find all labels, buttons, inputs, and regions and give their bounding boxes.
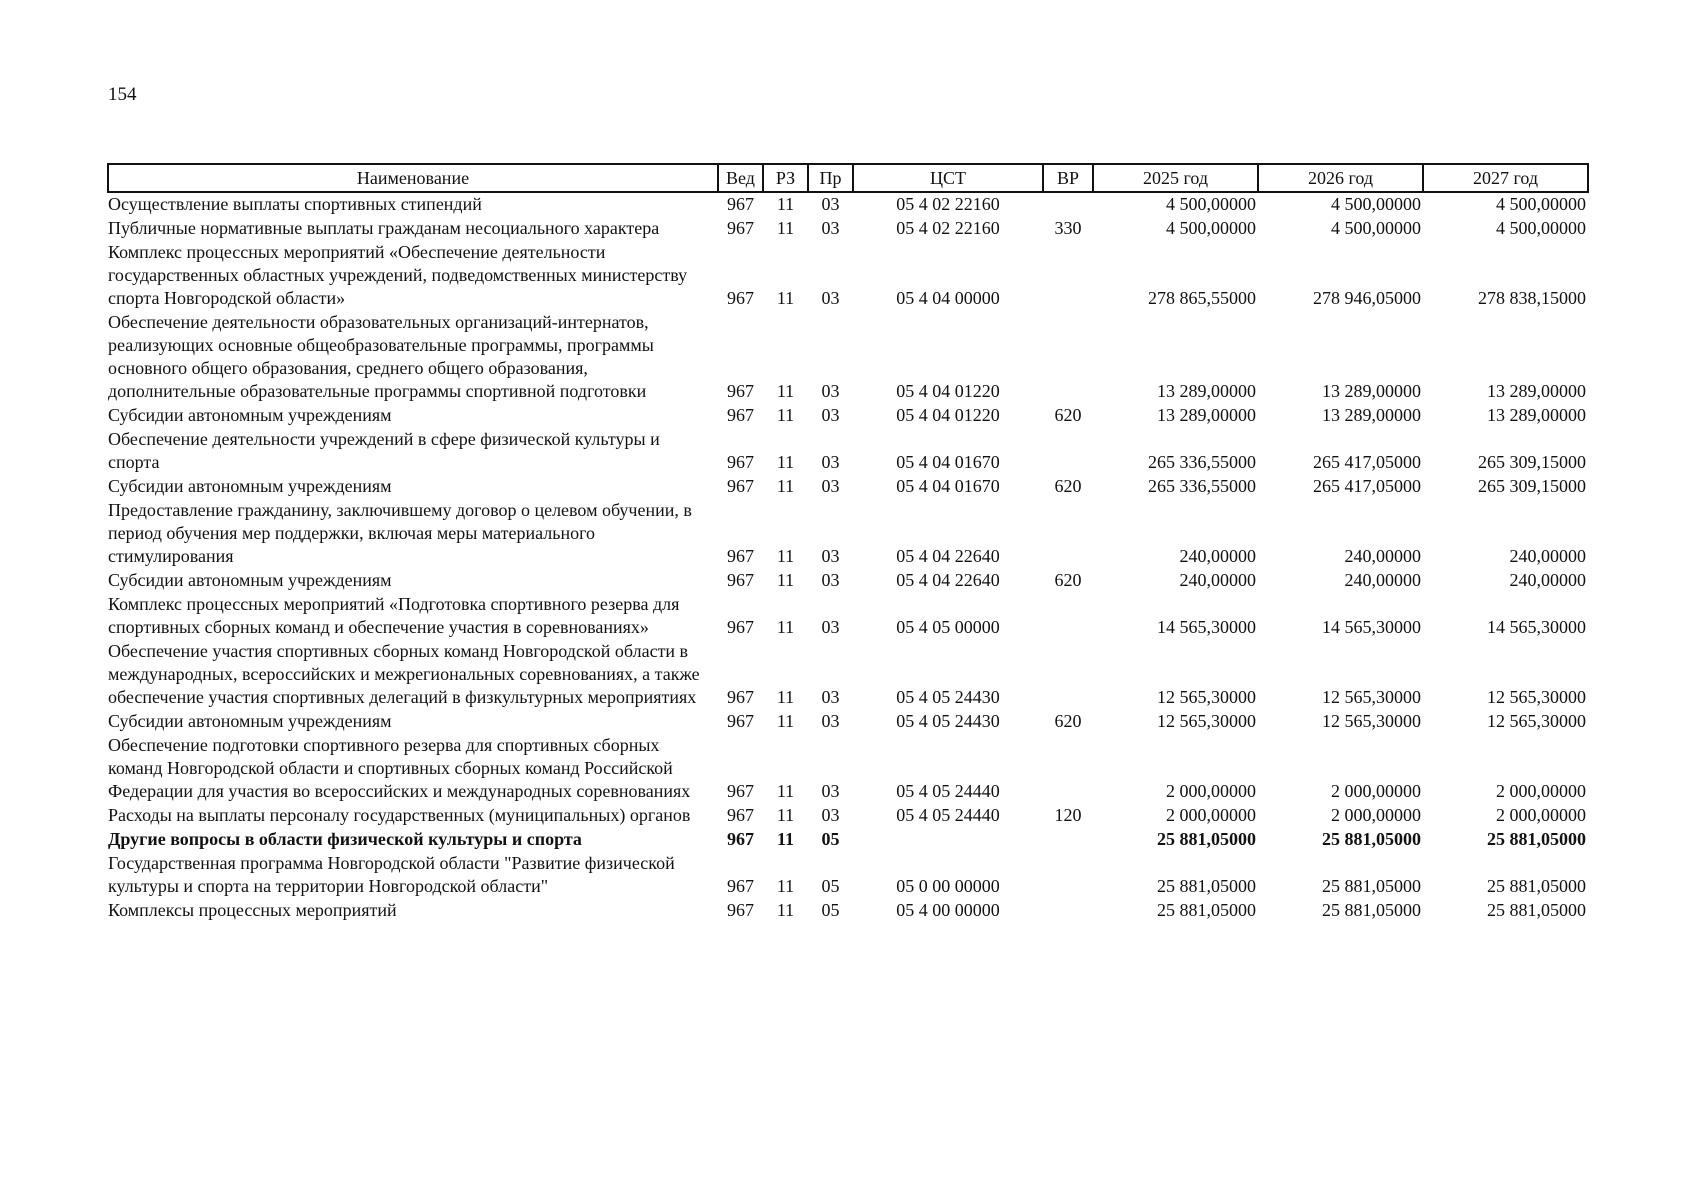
cell-pr: 03: [821, 476, 840, 496]
cell-2027: 265 309,15000: [1478, 476, 1586, 496]
cell-pr: 03: [821, 687, 840, 707]
cell-2027: 25 881,05000: [1487, 829, 1586, 849]
cell-ved: 967: [727, 194, 754, 214]
cell-rz: 11: [776, 687, 795, 707]
cell-2027: 278 838,15000: [1478, 288, 1586, 308]
cell-rz: 11: [776, 829, 794, 849]
cell-2025: 13 289,00000: [1157, 405, 1256, 425]
cell-2025: 13 289,00000: [1157, 381, 1256, 401]
cell-ved: 967: [727, 476, 754, 496]
header-2026: 2026 год: [1258, 164, 1423, 192]
table-row: [108, 593, 1588, 640]
cell-cst: 05 4 05 24430: [896, 711, 1000, 731]
cell-name: Комплекс процессных мероприятий «Подготовка спортивного резерва для спортивных сборных команд и обеспечение участия в соревнованиях»: [108, 594, 680, 637]
table-row: [108, 852, 1588, 899]
header-cst: ЦСТ: [853, 164, 1043, 192]
cell-2026: 25 881,05000: [1322, 876, 1421, 896]
cell-name: Публичные нормативные выплаты гражданам несоциального характера: [108, 218, 660, 238]
table-body: [108, 192, 1588, 923]
cell-2025: 25 881,05000: [1157, 829, 1256, 849]
cell-pr: 03: [821, 194, 840, 214]
cell-vr: 620: [1054, 711, 1082, 731]
cell-cst: 05 4 05 24440: [896, 805, 1000, 825]
cell-name: Комплекс процессных мероприятий «Обеспечение деятельности государственных областных учреждений, подведомственных министерству спорта Новгородской области»: [108, 242, 688, 308]
cell-rz: 11: [776, 546, 795, 566]
cell-cst: 05 4 05 00000: [896, 617, 1000, 637]
cell-pr: 03: [821, 617, 840, 637]
cell-2026: 13 289,00000: [1322, 405, 1421, 425]
header-name: Наименование: [108, 164, 718, 192]
header-ved: Вед: [718, 164, 763, 192]
cell-ved: 967: [727, 781, 754, 801]
cell-name: Комплексы процессных мероприятий: [108, 900, 397, 920]
cell-cst: 05 4 04 00000: [896, 288, 1000, 308]
table-row: [108, 404, 1588, 428]
cell-vr: [1043, 192, 1093, 217]
cell-pr: 03: [821, 781, 840, 801]
table-row: [108, 804, 1588, 828]
cell-vr: [1043, 640, 1093, 710]
cell-2026: 2 000,00000: [1331, 805, 1421, 825]
cell-2026: 14 565,30000: [1322, 617, 1421, 637]
cell-2026: 13 289,00000: [1322, 381, 1421, 401]
cell-2027: 265 309,15000: [1478, 452, 1586, 472]
cell-2027: 2 000,00000: [1496, 781, 1586, 801]
cell-name: Обеспечение деятельности образовательных организаций-интернатов, реализующих основные общеобразовательные программы, программы основного общего образования, среднего общего образования, дополнительные образовательные программы спортивной подготовки: [108, 312, 654, 401]
header-2027: 2027 год: [1423, 164, 1588, 192]
cell-2025: 265 336,55000: [1148, 452, 1256, 472]
cell-2026: 12 565,30000: [1322, 687, 1421, 707]
cell-cst: 05 4 04 01220: [896, 381, 1000, 401]
table-row: [108, 241, 1588, 311]
cell-rz: 11: [776, 617, 795, 637]
cell-cst: 05 4 04 01220: [896, 405, 1000, 425]
cell-2025: 240,00000: [1179, 570, 1256, 590]
cell-2027: 13 289,00000: [1487, 381, 1586, 401]
cell-ved: 967: [727, 829, 754, 849]
cell-pr: 05: [821, 876, 840, 896]
cell-2026: 2 000,00000: [1331, 781, 1421, 801]
cell-ved: 967: [727, 900, 754, 920]
header-pr: Пр: [808, 164, 853, 192]
cell-ved: 967: [727, 288, 754, 308]
cell-ved: 967: [727, 617, 754, 637]
cell-2027: 4 500,00000: [1496, 218, 1586, 238]
cell-pr: 03: [821, 218, 840, 238]
table-row: [108, 569, 1588, 593]
cell-name: Субсидии автономным учреждениям: [108, 476, 392, 496]
cell-name: Обеспечение подготовки спортивного резерва для спортивных сборных команд Новгородской области и спортивных сборных команд Российской Федерации для участия во всероссийских и международных соревнованиях: [108, 735, 691, 801]
cell-cst: 05 0 00 00000: [896, 876, 1000, 896]
cell-rz: 11: [776, 711, 795, 731]
cell-2026: 25 881,05000: [1322, 829, 1421, 849]
cell-2026: 12 565,30000: [1322, 711, 1421, 731]
cell-2027: 240,00000: [1509, 546, 1586, 566]
cell-rz: 11: [776, 781, 795, 801]
cell-rz: 11: [776, 805, 795, 825]
cell-cst: 05 4 05 24440: [896, 781, 1000, 801]
cell-pr: 03: [821, 452, 840, 472]
cell-2026: 240,00000: [1344, 570, 1421, 590]
table-row: [108, 499, 1588, 569]
cell-vr: [1043, 499, 1093, 569]
cell-cst: [853, 828, 1043, 852]
cell-vr: [1043, 899, 1093, 923]
cell-cst: 05 4 02 22160: [896, 194, 1000, 214]
cell-2025: 2 000,00000: [1166, 805, 1256, 825]
table-row: [108, 192, 1588, 217]
cell-2025: 12 565,30000: [1157, 687, 1256, 707]
cell-vr: [1043, 828, 1093, 852]
cell-2027: 4 500,00000: [1496, 194, 1586, 214]
cell-cst: 05 4 05 24430: [896, 687, 1000, 707]
cell-cst: 05 4 04 22640: [896, 546, 1000, 566]
cell-2027: 2 000,00000: [1496, 805, 1586, 825]
table-row: [108, 710, 1588, 734]
cell-2025: 4 500,00000: [1166, 194, 1256, 214]
cell-rz: 11: [776, 405, 795, 425]
cell-ved: 967: [727, 381, 754, 401]
cell-rz: 11: [776, 381, 795, 401]
cell-2026: 25 881,05000: [1322, 900, 1421, 920]
cell-2026: 4 500,00000: [1331, 194, 1421, 214]
cell-vr: 620: [1054, 570, 1082, 590]
cell-rz: 11: [776, 476, 795, 496]
cell-2027: 25 881,05000: [1487, 876, 1586, 896]
cell-2025: 14 565,30000: [1157, 617, 1256, 637]
cell-2025: 25 881,05000: [1157, 876, 1256, 896]
cell-name: Другие вопросы в области физической культуры и спорта: [108, 829, 582, 849]
cell-pr: 03: [821, 405, 840, 425]
table-row: [108, 828, 1588, 852]
cell-name: Субсидии автономным учреждениям: [108, 711, 392, 731]
cell-rz: 11: [776, 452, 795, 472]
cell-pr: 03: [821, 546, 840, 566]
cell-pr: 05: [821, 829, 840, 849]
cell-vr: 330: [1054, 218, 1082, 238]
cell-2026: 265 417,05000: [1313, 452, 1421, 472]
table-row: [108, 899, 1588, 923]
cell-2025: 265 336,55000: [1148, 476, 1256, 496]
cell-rz: 11: [776, 570, 795, 590]
cell-2027: 13 289,00000: [1487, 405, 1586, 425]
page-number: 154: [108, 84, 137, 105]
cell-ved: 967: [727, 687, 754, 707]
cell-vr: [1043, 241, 1093, 311]
cell-2025: 4 500,00000: [1166, 218, 1256, 238]
cell-name: Расходы на выплаты персоналу государственных (муниципальных) органов: [108, 805, 691, 825]
cell-pr: 03: [821, 288, 840, 308]
header-2025: 2025 год: [1093, 164, 1258, 192]
cell-vr: 120: [1054, 805, 1082, 825]
cell-pr: 03: [821, 570, 840, 590]
cell-vr: [1043, 593, 1093, 640]
cell-pr: 05: [821, 900, 840, 920]
cell-2025: 2 000,00000: [1166, 781, 1256, 801]
cell-vr: 620: [1054, 405, 1082, 425]
cell-rz: 11: [776, 288, 795, 308]
table-row: [108, 640, 1588, 710]
cell-cst: 05 4 04 01670: [896, 452, 1000, 472]
cell-vr: [1043, 852, 1093, 899]
table-row: [108, 734, 1588, 804]
table-row: [108, 428, 1588, 475]
table-row: [108, 217, 1588, 241]
table-header: [108, 164, 1588, 192]
cell-ved: 967: [727, 805, 754, 825]
cell-2025: 240,00000: [1179, 546, 1256, 566]
cell-vr: 620: [1054, 476, 1082, 496]
cell-pr: 03: [821, 381, 840, 401]
cell-cst: 05 4 00 00000: [896, 900, 1000, 920]
cell-2025: 278 865,55000: [1148, 288, 1256, 308]
cell-2027: 12 565,30000: [1487, 711, 1586, 731]
header-rz: РЗ: [763, 164, 808, 192]
cell-pr: 03: [821, 711, 840, 731]
cell-2027: 12 565,30000: [1487, 687, 1586, 707]
cell-cst: 05 4 02 22160: [896, 218, 1000, 238]
cell-cst: 05 4 04 01670: [896, 476, 1000, 496]
cell-name: Предоставление гражданину, заключившему договор о целевом обучении, в период обучения мер поддержки, включая меры материального стимулирования: [108, 500, 692, 566]
cell-2027: 14 565,30000: [1487, 617, 1586, 637]
header-vr: ВР: [1043, 164, 1093, 192]
cell-2026: 4 500,00000: [1331, 218, 1421, 238]
cell-2026: 278 946,05000: [1313, 288, 1421, 308]
cell-vr: [1043, 428, 1093, 475]
cell-rz: 11: [776, 194, 795, 214]
budget-table: [107, 163, 1589, 923]
cell-pr: 03: [821, 805, 840, 825]
cell-vr: [1043, 734, 1093, 804]
cell-cst: 05 4 04 22640: [896, 570, 1000, 590]
cell-rz: 11: [776, 876, 795, 896]
cell-name: Субсидии автономным учреждениям: [108, 405, 392, 425]
cell-ved: 967: [727, 218, 754, 238]
cell-name: Обеспечение деятельности учреждений в сфере физической культуры и спорта: [108, 429, 660, 472]
cell-2026: 240,00000: [1344, 546, 1421, 566]
cell-rz: 11: [776, 218, 795, 238]
cell-2027: 25 881,05000: [1487, 900, 1586, 920]
cell-name: Обеспечение участия спортивных сборных команд Новгородской области в международных, всероссийских и межрегиональных соревнованиях, а также обеспечение участия спортивных делегаций в физкультурных мероприятиях: [108, 641, 700, 707]
cell-name: Осуществление выплаты спортивных стипендий: [108, 194, 482, 214]
cell-ved: 967: [727, 546, 754, 566]
cell-vr: [1043, 311, 1093, 404]
cell-ved: 967: [727, 876, 754, 896]
cell-ved: 967: [727, 405, 754, 425]
table-row: [108, 311, 1588, 404]
cell-ved: 967: [727, 711, 754, 731]
cell-ved: 967: [727, 570, 754, 590]
cell-2026: 265 417,05000: [1313, 476, 1421, 496]
cell-2027: 240,00000: [1509, 570, 1586, 590]
cell-2025: 12 565,30000: [1157, 711, 1256, 731]
cell-2025: 25 881,05000: [1157, 900, 1256, 920]
cell-name: Государственная программа Новгородской области "Развитие физической культуры и спорта на территории Новгородской области": [108, 853, 675, 896]
cell-rz: 11: [776, 900, 795, 920]
cell-name: Субсидии автономным учреждениям: [108, 570, 392, 590]
table-row: [108, 475, 1588, 499]
cell-ved: 967: [727, 452, 754, 472]
